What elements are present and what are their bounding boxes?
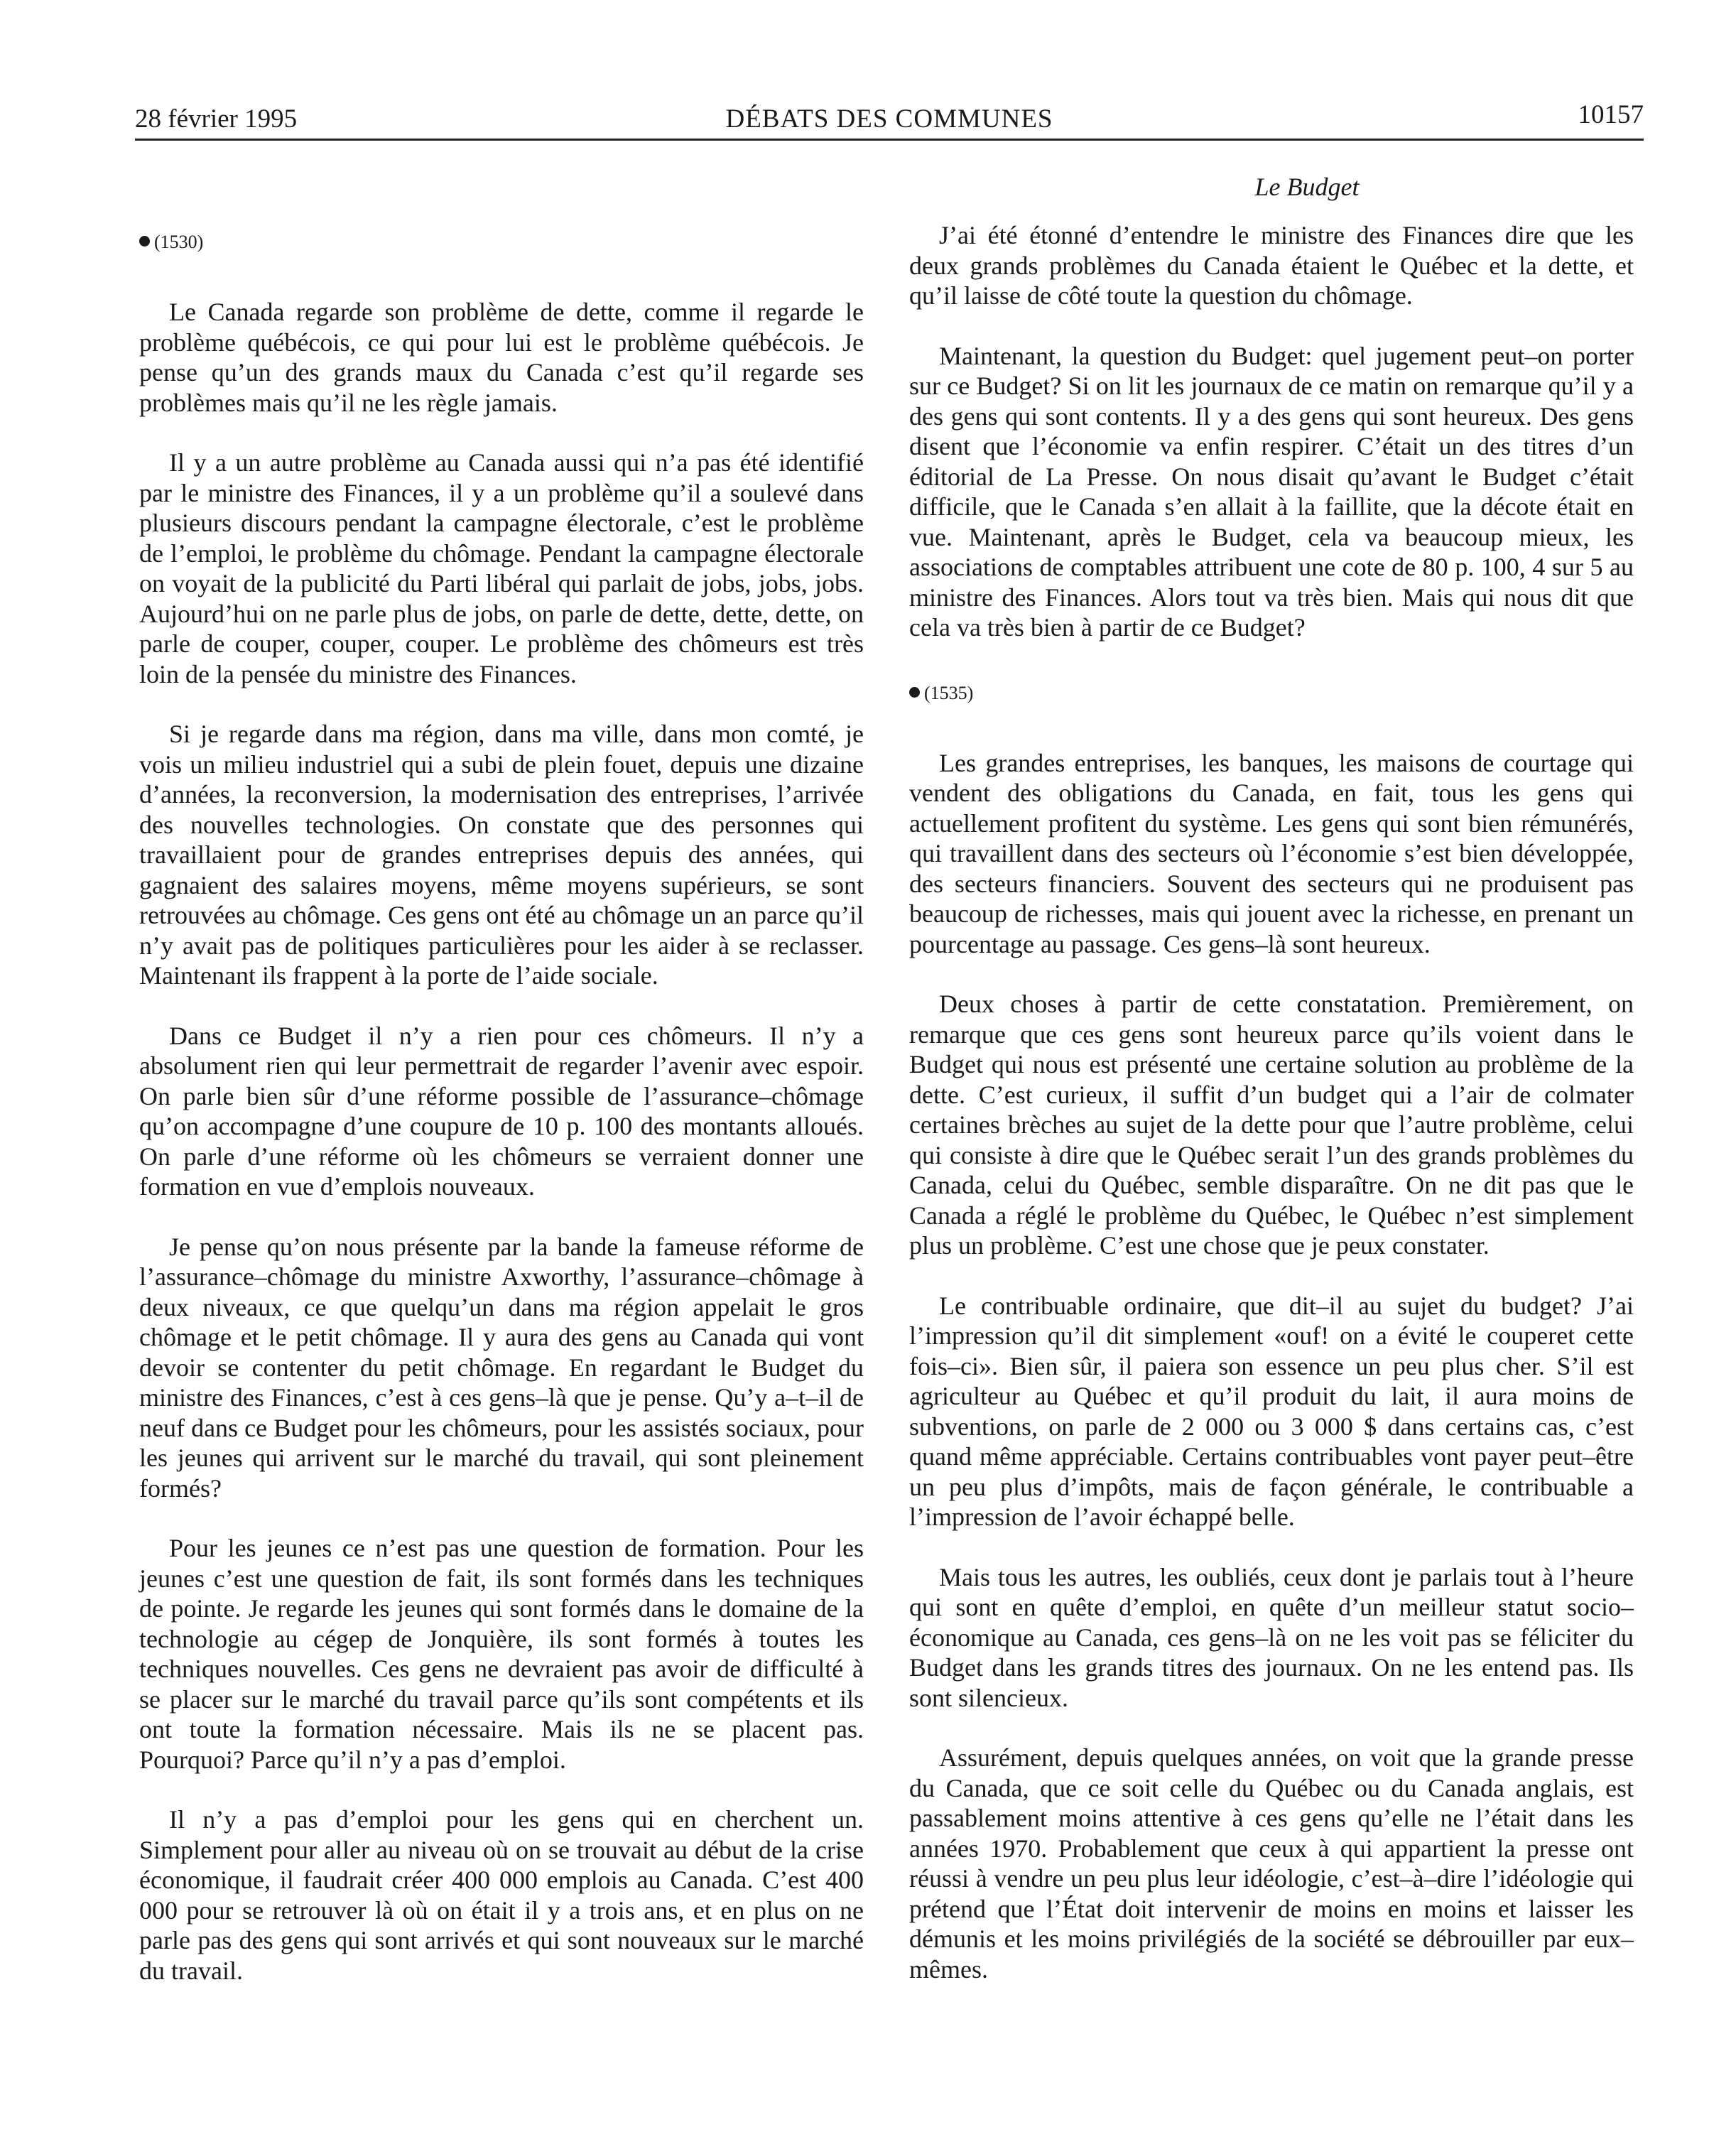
time-marker-label: (1530) [154, 232, 204, 252]
bullet-icon [139, 236, 150, 247]
paragraph: Je pense qu’on nous présente par la bande la fameuse réforme de l’assurance–chômage du ministre Axworthy, l’assurance–chômage à deux niveaux, ce que quelqu’un dans ma région appelait le gros chômage et le petit chômage. Il y aura des gens au Canada qui vont devoir se contenter du petit chômage. En regardant le Budget du ministre des Finances, c’est à ces gens–là que je pense. Qu’y a–t–il de neuf dans ce Budget pour les chômeurs, pour les assistés sociaux, pour les jeunes qui arrivent sur le marché du travail, qui sont pleinement formés? [139, 1232, 864, 1503]
paragraph: J’ai été étonné d’entendre le ministre des Finances dire que les deux grands problèmes du Canada étaient le Québec et la dette, et qu’il laisse de côté toute la question du chômage. [909, 221, 1634, 310]
time-marker-label: (1535) [924, 682, 974, 703]
paragraph: Deux choses à partir de cette constatation. Premièrement, on remarque que ces gens sont heureux parce qu’ils voient dans le Budget qui nous est présenté une certaine solution au problème de la dette. C’est curieux, il suffit d’un budget qui a l’air de colmater certaines brèches au sujet de la dette pour que l’autre problème, celui qui consiste à dire que le Québec serait l’un des grands problèmes du Canada, celui du Québec, semble disparaître. On ne dit pas que le Canada a réglé le problème du Québec, le Québec n’est simplement plus un problème. C’est une chose que je peux constater. [909, 990, 1634, 1260]
header-title: DÉBATS DES COMMUNES [725, 104, 1053, 134]
paragraph: Il y a un autre problème au Canada aussi qui n’a pas été identifié par le ministre des Finances, il y a un problème qu’il a soulevé dans plusieurs discours pendant la campagne électorale, c’est le problème de l’emploi, le problème du chômage. Pendant la campagne électorale on voyait de la publicité du Parti libéral qui parlait de jobs, jobs, jobs. Aujourd’hui on ne parle plus de jobs, on parle de dette, dette, dette, on parle de couper, couper, couper. Le problème des chômeurs est très loin de la pensée du ministre des Finances. [139, 448, 864, 688]
bullet-icon [909, 687, 920, 698]
paragraph: Dans ce Budget il n’y a rien pour ces chômeurs. Il n’y a absolument rien qui leur permettrait de regarder l’avenir avec espoir. On parle bien sûr d’une réforme possible de l’assurance–chômage qu’on accompagne d’une coupure de 10 p. 100 des montants alloués. On parle d’une réforme où les chômeurs se verraient donner une formation en vue d’emplois nouveaux. [139, 1021, 864, 1201]
paragraph: Mais tous les autres, les oubliés, ceux dont je parlais tout à l’heure qui sont en quête d’emploi, en quête d’un meilleur statut socio–économique au Canada, ces gens–là on ne les voit pas se féliciter du Budget dans les grands titres des journaux. On ne les entend pas. Ils sont silencieux. [909, 1562, 1634, 1712]
header-date: 28 février 1995 [135, 104, 298, 134]
time-marker [909, 678, 1634, 708]
running-head: Le Budget [1254, 173, 1360, 201]
right-column [909, 163, 1634, 2014]
page-number: 10157 [1578, 100, 1644, 129]
paragraph: Le Canada regarde son problème de dette, comme il regarde le problème québécois, ce qui pour lui est le problème québécois. Je pense qu’un des grands maux du Canada c’est qu’il regarde ses problèmes mais qu’il ne les règle jamais. [139, 298, 864, 417]
paragraph: Pour les jeunes ce n’est pas une question de formation. Pour les jeunes c’est une question de fait, ils sont formés dans les techniques de pointe. Je regarde les jeunes qui sont formés dans le domaine de la technologie au cégep de Jonquière, ils sont formés à toutes les techniques nouvelles. Ces gens ne devraient pas avoir de difficulté à se placer sur le marché du travail parce qu’ils sont compétents et ils ont toute la formation nécessaire. Mais ils ne se placent pas. Pourquoi? Parce qu’il n’y a pas d’emploi. [139, 1534, 864, 1774]
header-rule [135, 139, 1644, 141]
paragraph: Si je regarde dans ma région, dans ma ville, dans mon comté, je vois un milieu industriel qui a subi de plein fouet, depuis une dizaine d’années, la reconversion, la modernisation des entreprises, l’arrivée des nouvelles technologies. On constate que des personnes qui travaillaient pour de grandes entreprises depuis des années, qui gagnaient des salaires moyens, même moyens supérieurs, se sont retrouvées au chômage. Ces gens ont été au chômage un an parce qu’il n’y avait pas de politiques particulières pour les aider à se reclasser. Maintenant ils frappent à la porte de l’aide sociale. [139, 720, 864, 990]
time-marker [139, 227, 864, 257]
left-column [139, 163, 864, 2015]
paragraph: Maintenant, la question du Budget: quel jugement peut–on porter sur ce Budget? Si on lit les journaux de ce matin on remarque qu’il y a des gens qui sont contents. Il y a des gens qui sont heureux. Des gens disent que l’économie va enfin respirer. C’était un des titres d’un éditorial de La Presse. On nous disait qu’avant le Budget c’était difficile, que le Canada s’en allait à la faillite, que la décote était en vue. Maintenant, après le Budget, cela va beaucoup mieux, les associations de comptables attribuent une cote de 80 p. 100, 4 sur 5 au ministre des Finances. Alors tout va très bien. Mais qui nous dit que cela va très bien à partir de ce Budget? [909, 341, 1634, 642]
paragraph: Les grandes entreprises, les banques, les maisons de courtage qui vendent des obligations du Canada, en fait, tous les gens qui actuellement profitent du système. Les gens qui sont bien rémunérés, qui travaillent dans des secteurs où l’économie s’est bien développée, des secteurs financiers. Souvent des secteurs qui ne produisent pas beaucoup de richesses, mais qui jouent avec la richesse, en prenant un pourcentage au passage. Ces gens–là sont heureux. [909, 748, 1634, 958]
page-header [135, 99, 1644, 135]
paragraph: Le contribuable ordinaire, que dit–il au sujet du budget? J’ai l’impression qu’il dit simplement «ouf! on a évité le couperet cette fois–ci». Bien sûr, il paiera son essence un peu plus cher. S’il est agriculteur au Québec et qu’il produit du lait, il aura moins de subventions, on parle de 2 000 ou 3 000 $ dans certains cas, c’est quand même appréciable. Certains contribuables vont payer peut–être un peu plus d’impôts, mais de façon générale, le contribuable a l’impression de l’avoir échappé belle. [909, 1291, 1634, 1531]
paragraph: Il n’y a pas d’emploi pour les gens qui en cherchent un. Simplement pour aller au niveau où on se trouvait au début de la crise économique, il faudrait créer 400 000 emplois au Canada. C’est 400 000 pour se retrouver là où on était il y a trois ans, et en plus on ne parle pas des gens qui sont arrivés et qui sont nouveaux sur le marché du travail. [139, 1805, 864, 1985]
paragraph: Assurément, depuis quelques années, on voit que la grande presse du Canada, que ce soit celle du Québec ou du Canada anglais, est passablement moins attentive à ces gens qu’elle ne l’était dans les années 1970. Probablement que ceux à qui appartient la presse ont réussi à vendre un peu plus leur idéologie, c’est–à–dire l’idéologie qui prétend que l’État doit intervenir de moins en moins et laisser les démunis et les moins privilégiés de la société se débrouiller par eux–mêmes. [909, 1743, 1634, 1983]
